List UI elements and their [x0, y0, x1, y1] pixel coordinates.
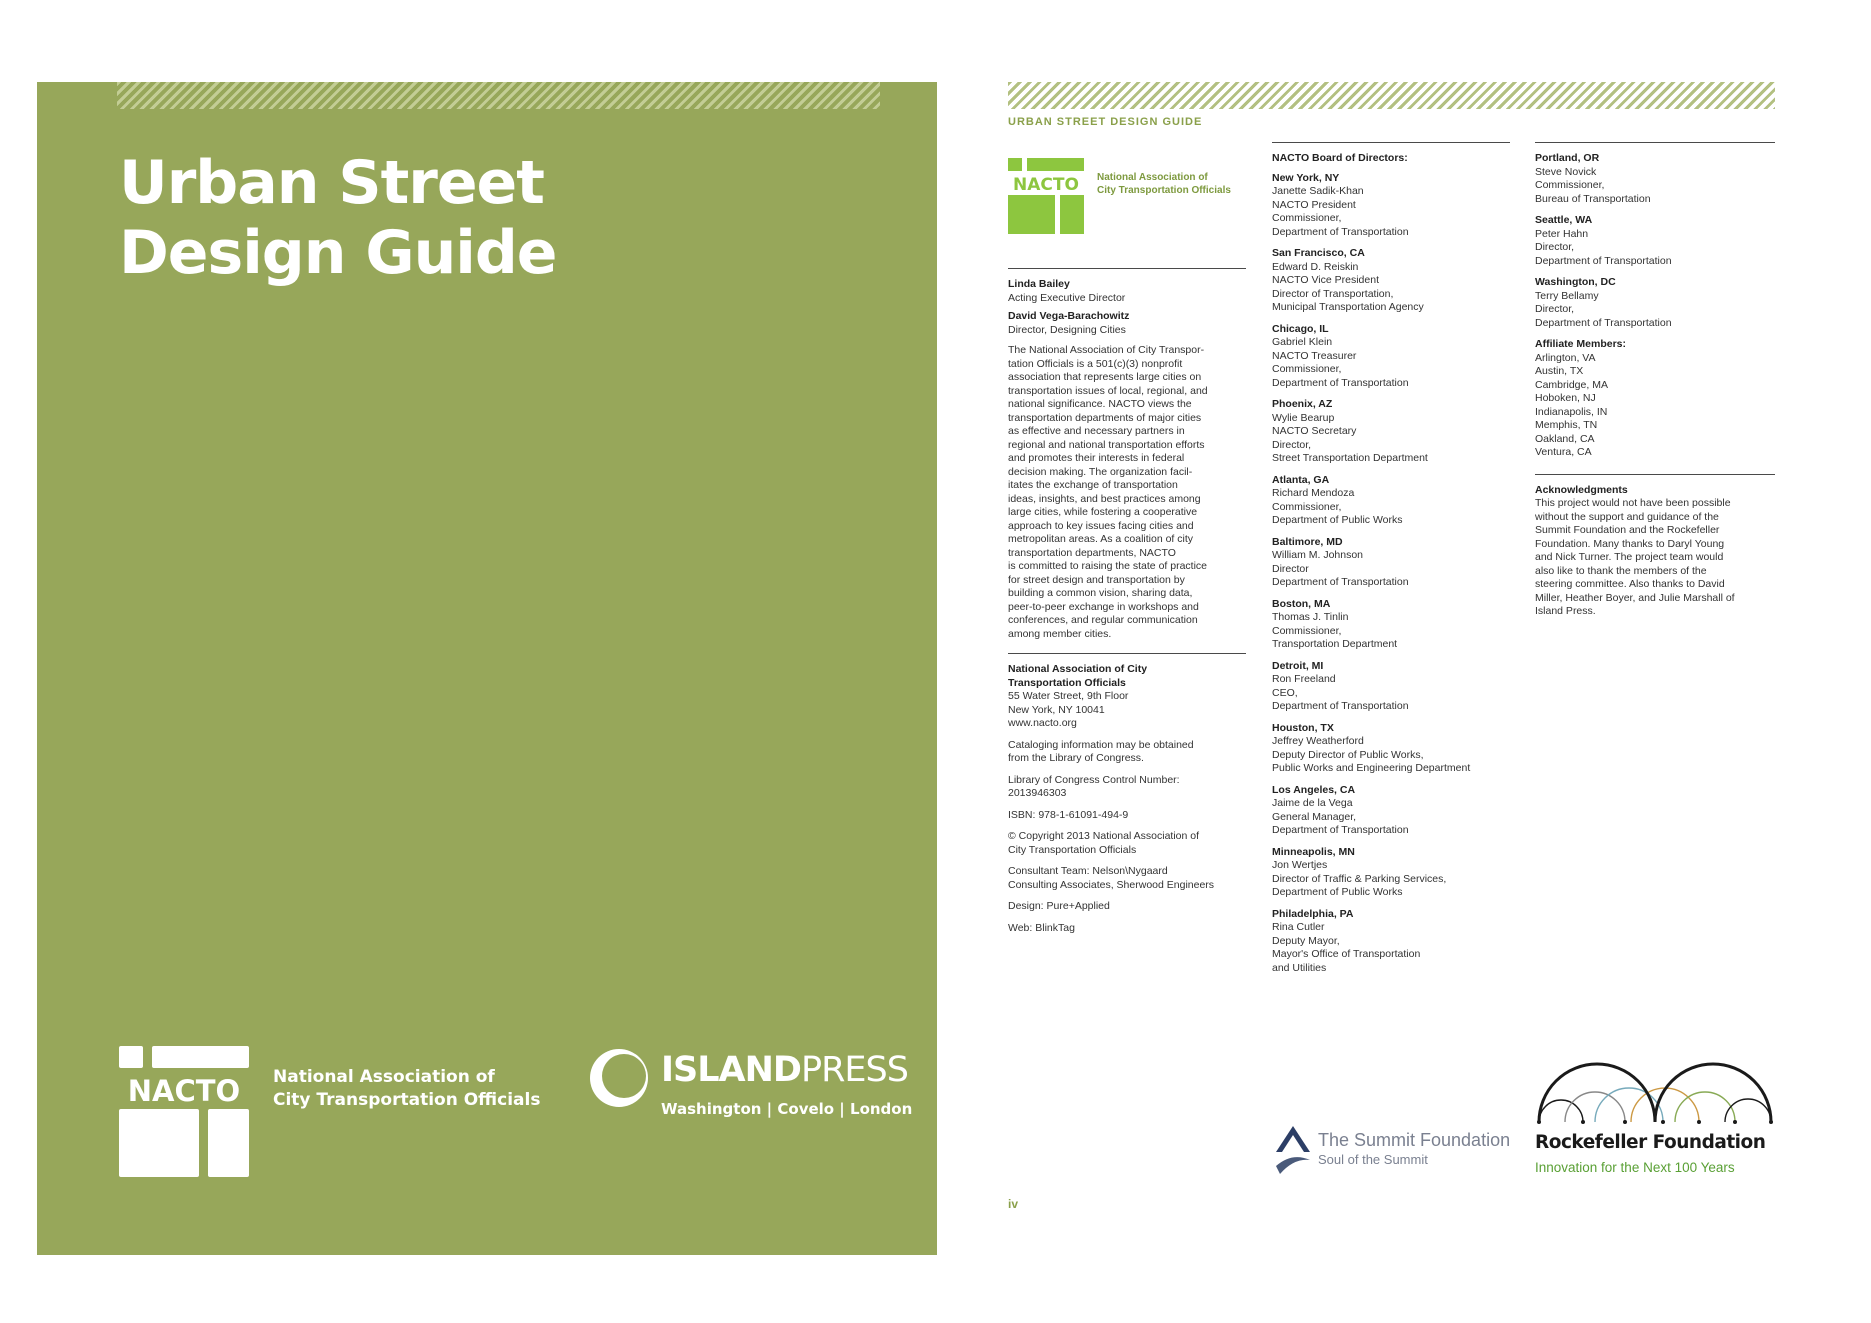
about-line: metropolitan areas. As a coalition of city: [1008, 533, 1194, 545]
board-member-line: Peter Hahn: [1535, 227, 1589, 240]
design-line: Design: Pure+Applied: [1008, 900, 1110, 912]
rockefeller-name: Rockefeller Foundation: [1535, 1132, 1766, 1153]
board-member-line: NACTO Vice President: [1272, 274, 1379, 286]
board-member-line: and Utilities: [1272, 961, 1327, 974]
about-line: transportation issues of local, regional, and: [1008, 384, 1208, 397]
board-member-line: Director of Traffic & Parking Services,: [1272, 872, 1447, 885]
board-heading: NACTO Board of Directors:: [1272, 152, 1408, 164]
nacto-small-logo: [1008, 158, 1084, 234]
affiliate-city: Arlington, VA: [1535, 351, 1596, 364]
affiliate-city: Hoboken, NJ: [1535, 392, 1596, 404]
board-member-line: Director,: [1535, 303, 1575, 315]
about-line: association that represents large cities on: [1008, 371, 1202, 383]
web-line: Web: BlinkTag: [1008, 921, 1075, 934]
board-member: [1272, 474, 1510, 528]
inner-page: [1008, 82, 1775, 1255]
acknowledgments: [1535, 484, 1775, 619]
catalog-line1: Cataloging information may be obtained: [1008, 738, 1194, 751]
board-list-continued: [1535, 152, 1775, 330]
about-line: ideas, insights, and best practices among: [1008, 492, 1201, 505]
catalog-line2: from the Library of Congress.: [1008, 752, 1144, 764]
inner-hatch-band: [1008, 82, 1775, 109]
board-member-city: Chicago, IL: [1272, 322, 1329, 335]
about-line: as effective and necessary partners in: [1008, 425, 1185, 437]
about-line: national significance. NACTO views the: [1008, 398, 1192, 410]
board-member-line: Janette Sadik-Khan: [1272, 185, 1364, 197]
affiliate-city: Oakland, CA: [1535, 432, 1595, 445]
affiliate-city: Austin, TX: [1535, 365, 1584, 377]
staff-entry: [1008, 278, 1246, 305]
org-contact: [1008, 663, 1246, 731]
board-member-line: Street Transportation Department: [1272, 452, 1428, 464]
island-press-logo: [587, 1046, 913, 1136]
nacto-logo-text: NACTO: [127, 1074, 241, 1108]
board-member: [1272, 536, 1510, 590]
board-list: [1272, 172, 1510, 976]
about-line: regional and national transportation efforts: [1008, 438, 1205, 451]
about-line: transportation departments, NACTO: [1008, 546, 1176, 559]
board-member: [1272, 247, 1510, 315]
loc-number: [1008, 774, 1246, 801]
board-member-city: Atlanta, GA: [1272, 473, 1330, 486]
consultant-line1: Consultant Team: Nelson\Nygaard: [1008, 865, 1168, 877]
consultant-line2: Consulting Associates, Sherwood Engineers: [1008, 878, 1215, 891]
nacto-small-name-line1: National Association of: [1097, 172, 1208, 183]
board-member-line: Bureau of Transportation: [1535, 192, 1651, 205]
board-member-line: Department of Transportation: [1272, 824, 1409, 836]
ack-line: without the support and guidance of the: [1535, 510, 1719, 523]
board-member: [1272, 722, 1510, 776]
board-member-line: NACTO President: [1272, 198, 1356, 211]
board-member-line: Transportation Department: [1272, 638, 1398, 650]
nacto-name-line1: National Association of: [273, 1067, 495, 1087]
about-line: is committed to raising the state of practice: [1008, 560, 1208, 572]
island-press-wordmark: [661, 1048, 908, 1092]
about-line: for street design and transportation by: [1008, 573, 1185, 586]
board-member-city: Philadelphia, PA: [1272, 907, 1354, 920]
board-member: [1272, 598, 1510, 652]
consultant-team: [1008, 865, 1246, 892]
about-line: itates the exchange of transportation: [1008, 479, 1178, 491]
board-member-line: Department of Transportation: [1272, 376, 1409, 389]
board-member-line: Gabriel Klein: [1272, 336, 1333, 348]
affiliates: [1535, 338, 1775, 460]
board-member-line: Thomas J. Tinlin: [1272, 611, 1349, 623]
ack-line: This project would not have been possible: [1535, 497, 1731, 509]
board-member: [1272, 172, 1510, 240]
ack-heading: Acknowledgments: [1535, 483, 1628, 496]
board-member-line: Department of Transportation: [1535, 316, 1672, 329]
board-member-line: General Manager,: [1272, 810, 1357, 823]
board-member-line: Steve Novick: [1535, 165, 1597, 178]
web-credit: [1008, 922, 1246, 936]
board-member-city: Portland, OR: [1535, 152, 1600, 164]
board-member-line: Ron Freeland: [1272, 673, 1336, 685]
board-member-line: Department of Transportation: [1272, 576, 1409, 588]
page-number: iv: [1008, 1197, 1019, 1211]
summit-mountain-icon: [1272, 1122, 1314, 1178]
copyright: [1008, 830, 1246, 857]
affiliate-city: Memphis, TN: [1535, 419, 1598, 431]
rockefeller-arches-icon: [1535, 1062, 1775, 1126]
board-member-line: Department of Transportation: [1272, 700, 1409, 712]
board-member-line: Commissioner,: [1272, 363, 1342, 375]
column-3: [1535, 142, 1775, 627]
website-link[interactable]: www.nacto.org: [1008, 717, 1077, 729]
cover-page: [37, 82, 937, 1255]
about-line: The National Association of City Transpor-: [1008, 344, 1205, 356]
copyright-line1: © Copyright 2013 National Association of: [1008, 830, 1200, 842]
about-line: tation Officials is a 501(c)(3) nonprofit: [1008, 357, 1183, 370]
staff-entry: [1008, 310, 1246, 337]
board-member-line: Mayor's Office of Transportation: [1272, 948, 1421, 960]
affiliate-city: Cambridge, MA: [1535, 378, 1608, 391]
ack-line: and Nick Turner. The project team would: [1535, 551, 1724, 563]
board-member-line: Commissioner,: [1272, 500, 1342, 513]
address-line1: 55 Water Street, 9th Floor: [1008, 690, 1129, 702]
ack-text: [1535, 497, 1775, 619]
about-line: peer-to-peer exchange in workshops and: [1008, 600, 1199, 613]
cover-title-line1: Urban Street: [119, 148, 544, 218]
board-member-line: Terry Bellamy: [1535, 289, 1599, 302]
island-word-bold: ISLAND: [661, 1050, 801, 1090]
board-member-line: Commissioner,: [1272, 212, 1342, 224]
board-member-city: Detroit, MI: [1272, 659, 1324, 672]
board-member-line: Director of Transportation,: [1272, 287, 1394, 300]
about-line: and promotes their interests in federal: [1008, 452, 1185, 464]
board-member-line: Jeffrey Weatherford: [1272, 735, 1364, 747]
nacto-name-line2: City Transportation Officials: [273, 1090, 541, 1110]
summit-tagline: Soul of the Summit: [1318, 1152, 1428, 1167]
board-member-line: Department of Public Works: [1272, 886, 1403, 898]
ack-line: Foundation. Many thanks to Daryl Young: [1535, 537, 1725, 550]
affiliate-city: Ventura, CA: [1535, 446, 1592, 458]
board-member-city: Los Angeles, CA: [1272, 783, 1356, 796]
board-member-line: Richard Mendoza: [1272, 487, 1355, 499]
board-member: [1272, 908, 1510, 976]
staff-role: Director, Designing Cities: [1008, 323, 1126, 336]
about-line: approach to key issues facing cities and: [1008, 519, 1194, 532]
board-member-city: Seattle, WA: [1535, 214, 1593, 226]
isbn-line: ISBN: 978-1-61091-494-9: [1008, 808, 1129, 821]
board-member-city: Boston, MA: [1272, 597, 1331, 610]
about-line: conferences, and regular communication: [1008, 614, 1198, 626]
board-member-line: Deputy Director of Public Works,: [1272, 748, 1424, 761]
board-member-line: William M. Johnson: [1272, 549, 1364, 561]
column-2: [1272, 142, 1510, 983]
board-member-line: Director: [1272, 562, 1309, 575]
rockefeller-foundation-logo: [1535, 1062, 1775, 1182]
board-member-line: Commissioner,: [1272, 624, 1342, 637]
board-member-line: NACTO Treasurer: [1272, 349, 1357, 362]
about-line: building a common vision, sharing data,: [1008, 587, 1193, 599]
summit-name: The Summit Foundation: [1318, 1130, 1511, 1150]
copyright-line2: City Transportation Officials: [1008, 843, 1137, 856]
board-member-city: Baltimore, MD: [1272, 535, 1343, 548]
board-member: [1272, 846, 1510, 900]
nacto-logo: [119, 1046, 249, 1177]
board-member: [1535, 214, 1775, 268]
board-member: [1272, 323, 1510, 391]
design-credit: [1008, 900, 1246, 914]
board-member-city: Houston, TX: [1272, 721, 1334, 734]
ack-line: also like to thank the members of the: [1535, 564, 1707, 577]
about-line: decision making. The organization facil-: [1008, 465, 1193, 478]
board-member: [1272, 660, 1510, 714]
nacto-name: [273, 1066, 540, 1112]
board-member: [1272, 784, 1510, 838]
board-member-city: Phoenix, AZ: [1272, 398, 1333, 410]
affiliate-list: [1535, 352, 1775, 460]
isbn: [1008, 809, 1246, 823]
staff-name: David Vega-Barachowitz: [1008, 310, 1130, 322]
affiliate-city: Indianapolis, IN: [1535, 405, 1608, 418]
nacto-small-name-line2: City Transportation Officials: [1097, 185, 1231, 196]
cover-hatch-band: [117, 82, 880, 109]
board-member-line: Public Works and Engineering Department: [1272, 762, 1471, 774]
running-head: URBAN STREET DESIGN GUIDE: [1008, 116, 1203, 128]
org-name-line1: National Association of City: [1008, 663, 1148, 675]
board-member-line: Deputy Mayor,: [1272, 934, 1340, 947]
board-member-line: Jon Wertjes: [1272, 859, 1328, 871]
catalog-info: [1008, 739, 1246, 766]
summit-foundation-logo: [1272, 1122, 1522, 1182]
board-member-line: Department of Transportation: [1272, 225, 1409, 238]
board-member-line: Commissioner,: [1535, 179, 1605, 191]
ack-line: steering committee. Also thanks to David: [1535, 578, 1725, 590]
cover-title: [119, 148, 557, 288]
island-word-thin: PRESS: [800, 1050, 908, 1090]
ack-line: Miller, Heather Boyer, and Julie Marshall of: [1535, 591, 1735, 604]
cover-title-line2: Design Guide: [119, 218, 557, 288]
ack-line: Summit Foundation and the Rockefeller: [1535, 524, 1720, 536]
board-member-line: CEO,: [1272, 686, 1298, 699]
board-member-line: Jaime de la Vega: [1272, 797, 1353, 809]
board-member-line: Department of Public Works: [1272, 514, 1403, 526]
loc-line2: 2013946303: [1008, 787, 1067, 799]
about-line: transportation departments of major cities: [1008, 411, 1202, 424]
ack-line: Island Press.: [1535, 605, 1596, 617]
nacto-small-logo-text: NACTO: [1013, 175, 1079, 195]
board-member: [1272, 398, 1510, 466]
address-line2: New York, NY 10041: [1008, 703, 1105, 716]
island-press-cities: Washington | Covelo | London: [661, 1100, 913, 1118]
about-line: large cities, while fostering a cooperative: [1008, 506, 1198, 518]
board-member-line: Director,: [1272, 438, 1312, 451]
about-nacto: [1008, 344, 1246, 641]
board-member-city: New York, NY: [1272, 171, 1340, 184]
staff-role: Acting Executive Director: [1008, 291, 1126, 304]
island-press-ring-icon: [587, 1046, 651, 1110]
nacto-small-name: [1097, 171, 1231, 197]
board-member-line: Rina Cutler: [1272, 921, 1325, 933]
board-member-line: Municipal Transportation Agency: [1272, 301, 1424, 313]
board-member-line: Edward D. Reiskin: [1272, 260, 1359, 273]
board-member-line: Department of Transportation: [1535, 254, 1672, 267]
loc-line1: Library of Congress Control Number:: [1008, 773, 1180, 786]
about-line: among member cities.: [1008, 627, 1112, 640]
board-member-line: Director,: [1535, 241, 1575, 253]
col1-body: [1008, 268, 1246, 943]
board-member: [1535, 276, 1775, 330]
board-member-city: Minneapolis, MN: [1272, 845, 1355, 858]
board-member-line: Wylie Bearup: [1272, 411, 1335, 424]
board-member-city: Washington, DC: [1535, 276, 1616, 288]
staff-name: Linda Bailey: [1008, 278, 1070, 290]
affiliate-heading: Affiliate Members:: [1535, 338, 1627, 350]
board-member-city: San Francisco, CA: [1272, 247, 1365, 259]
org-name-line2: Transportation Officials: [1008, 676, 1126, 689]
rockefeller-tagline: Innovation for the Next 100 Years: [1535, 1160, 1735, 1175]
board-member-line: NACTO Secretary: [1272, 425, 1357, 437]
board-member: [1535, 152, 1775, 206]
